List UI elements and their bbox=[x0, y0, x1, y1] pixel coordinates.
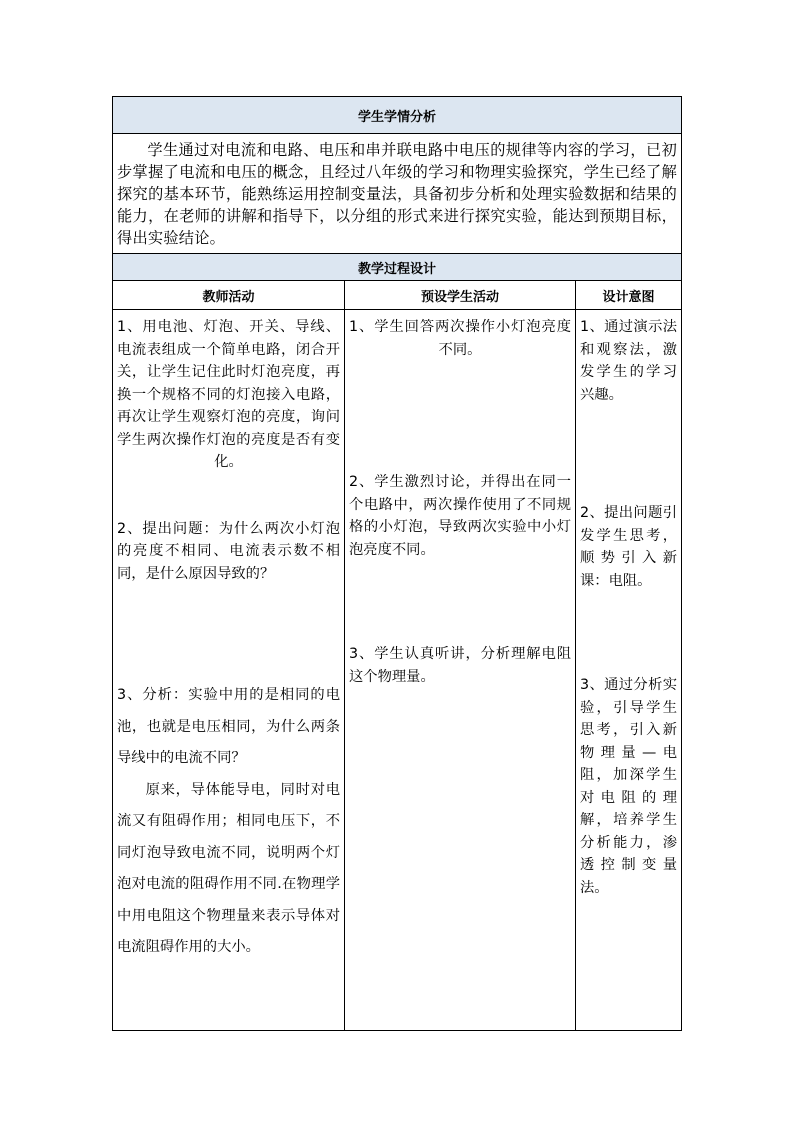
student-analysis-text: 学生通过对电流和电路、电压和串并联电路中电压的规律等内容的学习，已初步掌握了电流和电压的概念，且经过八年级的学习和物理实验探究，学生已经了解探究的基本环节，能熟练运用控制变量法，具备初步分析和处理实验数据和结果的能力，在老师的讲解和指导下，以分组的形式来进行探究实验，能达到预期目标，得出实验结论。 bbox=[113, 134, 682, 254]
student-analysis-header: 学生学情分析 bbox=[113, 97, 682, 134]
student-step-2: 2、学生激烈讨论，并得出在同一个电路中，两次操作使用了不同规格的小灯泡，导致两次实验中小灯泡亮度不同。 bbox=[349, 474, 571, 558]
teaching-process-header: 教学过程设计 bbox=[113, 254, 682, 281]
lesson-plan-table bbox=[112, 96, 682, 1031]
student-step-1: 1、学生回答两次操作小灯泡亮度不同。 bbox=[349, 319, 571, 358]
teacher-step-2: 2、提出问题：为什么两次小灯泡的亮度不相同、电流表示数不相同，是什么原因导致的？ bbox=[117, 520, 340, 582]
column-header-intent: 设计意图 bbox=[576, 281, 682, 310]
intent-step-1: 1、通过演示法和观察法，激发学生的学习兴趣。 bbox=[580, 319, 678, 403]
student-step-3: 3、学生认真听讲，分析理解电阻这个物理量。 bbox=[349, 646, 571, 685]
intent-step-2: 2、提出问题引发学生思考，顺势引入新课：电阻。 bbox=[580, 505, 678, 589]
teacher-activity-cell bbox=[113, 310, 345, 1031]
student-activity-cell bbox=[345, 310, 576, 1031]
teacher-step-3: 3、分析：实验中用的是相同的电池，也就是电压相同，为什么两条导线中的电流不同？ bbox=[117, 687, 340, 766]
column-header-student: 预设学生活动 bbox=[345, 281, 576, 310]
intent-step-3: 3、通过分析实验，引导学生思考，引入新物理量—电阻，加深学生对电阻的理解，培养学生分析能力，渗透控制变量法。 bbox=[580, 677, 678, 896]
teacher-step-3-explanation: 原来，导体能导电，同时对电流又有阻碍作用；相同电压下，不同灯泡导致电流不同，说明两个灯泡对电流的阻碍作用不同.在物理学中用电阻这个物理量来表示导体对电流阻碍作用的大小。 bbox=[117, 781, 340, 955]
design-intent-cell bbox=[576, 310, 682, 1031]
teacher-step-1: 1、用电池、灯泡、开关、导线、电流表组成一个简单电路，闭合开关，让学生记住此时灯泡亮度，再换一个规格不同的灯泡接入电路，再次让学生观察灯泡的亮度，询问学生两次操作灯泡的亮度是否有变化。 bbox=[117, 319, 340, 470]
column-header-teacher: 教师活动 bbox=[113, 281, 345, 310]
